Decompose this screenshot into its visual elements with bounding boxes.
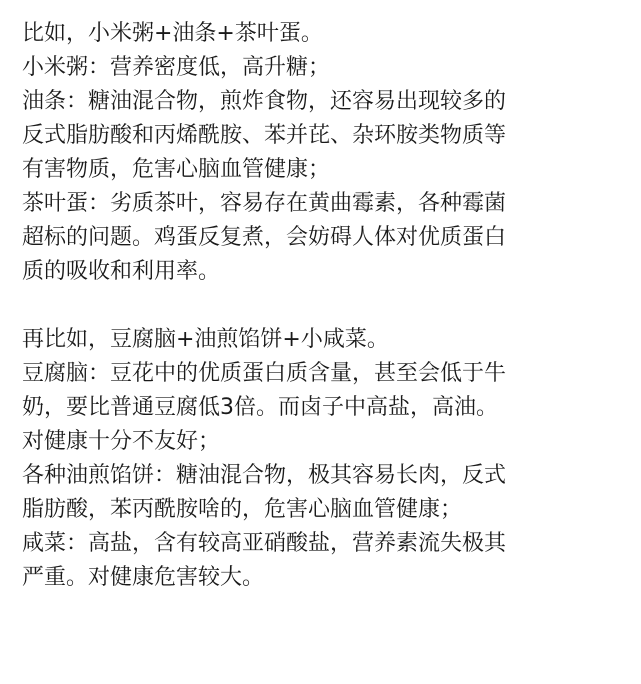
text-line: 超标的问题。鸡蛋反复煮，会妨碍人体对优质蛋白 xyxy=(22,225,507,250)
text-line: 奶，要比普通豆腐低3倍。而卤子中高盐，高油。 xyxy=(22,395,498,420)
text-line: 脂肪酸，苯丙酰胺啥的，危害心脑血管健康； xyxy=(22,497,463,522)
paragraph-spacer xyxy=(22,289,623,323)
text-line: 反式脂肪酸和丙烯酰胺、苯并芘、杂环胺类物质等 xyxy=(22,123,507,148)
text-line: 对健康十分不友好； xyxy=(22,429,221,454)
text-line: 油条：糖油混合物，煎炸食物，还容易出现较多的 xyxy=(22,89,507,114)
paragraph-breakfast-2 xyxy=(22,323,623,595)
text-line: 小米粥：营养密度低，高升糖； xyxy=(22,55,331,80)
text-line: 有害物质，危害心脑血管健康； xyxy=(22,157,331,182)
text-line: 严重。对健康危害较大。 xyxy=(22,565,265,590)
text-line: 再比如，豆腐脑+油煎馅饼+小咸菜。 xyxy=(22,327,389,352)
paragraph-breakfast-1 xyxy=(22,17,623,289)
text-line: 茶叶蛋：劣质茶叶，容易存在黄曲霉素，各种霉菌 xyxy=(22,191,507,216)
text-line: 比如，小米粥+油条+茶叶蛋。 xyxy=(22,21,323,46)
text-line: 各种油煎馅饼：糖油混合物，极其容易长肉，反式 xyxy=(22,463,507,488)
text-line: 豆腐脑：豆花中的优质蛋白质含量，甚至会低于牛 xyxy=(22,361,507,386)
text-line: 咸菜：高盐，含有较高亚硝酸盐，营养素流失极其 xyxy=(22,531,507,556)
text-line: 质的吸收和利用率。 xyxy=(22,259,221,284)
